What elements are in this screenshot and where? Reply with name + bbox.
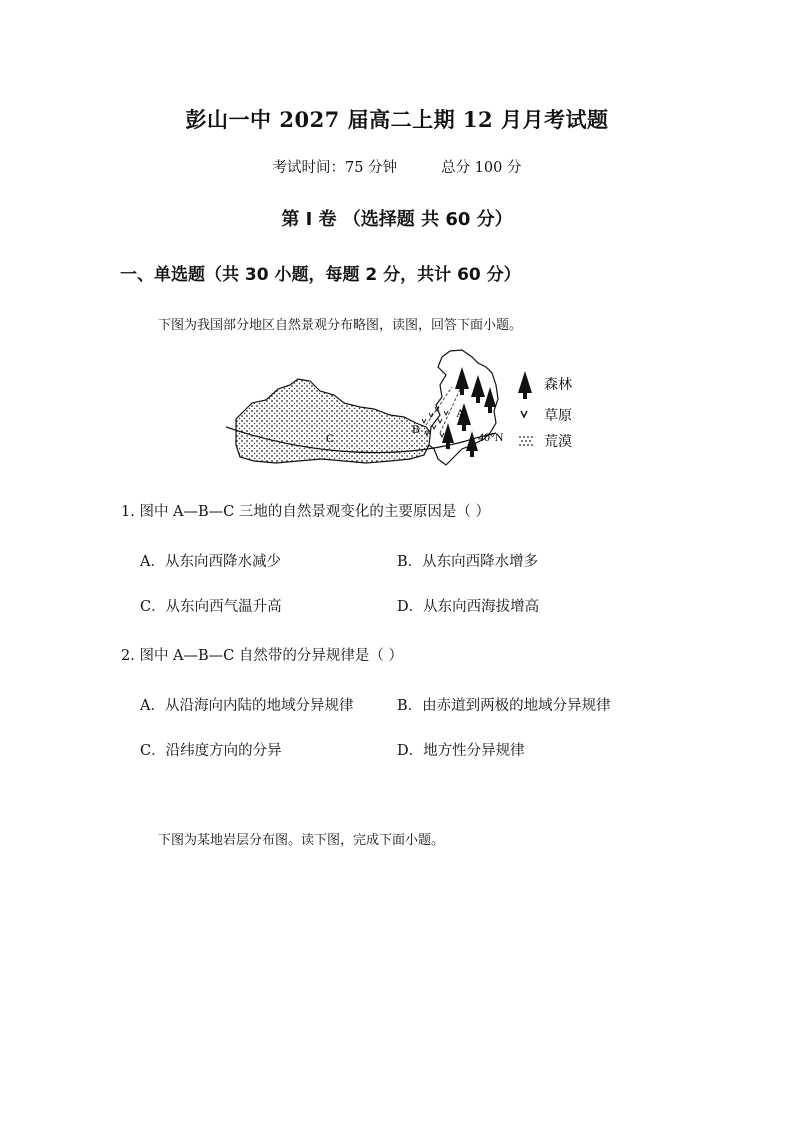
- question-1-stem: 1. 图中 A—B—C 三地的自然景观变化的主要原因是（ ）: [121, 504, 490, 520]
- landscape-map: [226, 345, 590, 470]
- question-1-option-d[interactable]: D．从东向西海拔增高: [397, 599, 540, 615]
- question-2-stem: 2. 图中 A—B—C 自然带的分异规律是（ ）: [121, 648, 403, 664]
- latitude-label: 40°N: [478, 430, 504, 444]
- label-b: B: [412, 422, 421, 436]
- tree-icon: [518, 371, 532, 399]
- label-a: A: [456, 406, 465, 420]
- question-1-option-c[interactable]: C．从东向西气温升高: [140, 599, 282, 615]
- section-title: 一、单选题（共 30 小题，每题 2 分，共计 60 分）: [120, 265, 521, 285]
- exam-info: [0, 156, 794, 177]
- total-score: 总分 100 分: [441, 160, 522, 176]
- legend-forest-label: 森林: [544, 377, 572, 393]
- label-c: C: [326, 431, 335, 445]
- group1-intro: 下图为我国部分地区自然景观分布略图，读图，回答下面小题。: [158, 318, 523, 333]
- map-legend: [518, 371, 572, 450]
- question-2-option-b[interactable]: B．由赤道到两极的地域分异规律: [397, 698, 611, 714]
- group2-intro: 下图为某地岩层分布图。读下图，完成下面小题。: [158, 833, 445, 848]
- question-1-option-b[interactable]: B．从东向西降水增多: [397, 554, 539, 570]
- exam-time: 考试时间：75 分钟: [272, 160, 398, 176]
- question-2-option-a[interactable]: A．从沿海向内陆的地域分异规律: [140, 698, 354, 714]
- exam-title: 彭山一中 2027 届高二上期 12 月月考试题: [185, 107, 609, 132]
- grass-icon: [521, 411, 527, 417]
- legend-grassland-label: 草原: [544, 408, 572, 424]
- question-2-option-d[interactable]: D．地方性分异规律: [397, 743, 525, 759]
- question-2-option-c[interactable]: C．沿纬度方向的分异: [140, 743, 282, 759]
- volume-title: 第 Ⅰ 卷 （选择题 共 60 分）: [281, 209, 513, 230]
- legend-desert-label: 荒漠: [544, 434, 572, 450]
- question-1-option-a[interactable]: A．从东向西降水减少: [140, 554, 281, 570]
- desert-icon: [519, 436, 533, 446]
